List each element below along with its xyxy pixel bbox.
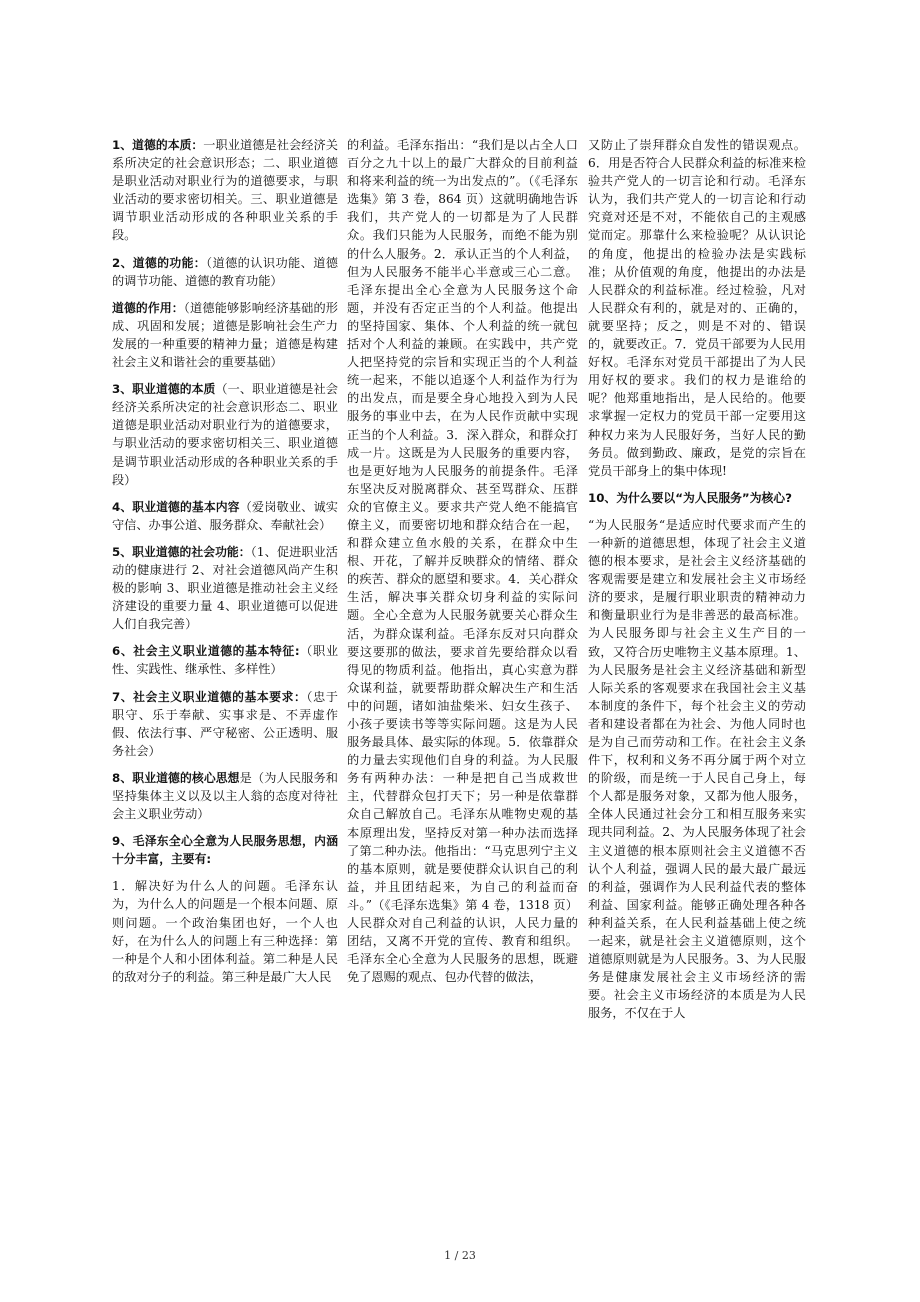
para-body: （爱岗敬业、诚实守信、办事公道、服务群众、奉献社会）	[112, 499, 338, 532]
heading: 9、毛泽东全心全意为人民服务思想，内涵十分丰富，主要有:	[112, 834, 338, 867]
para-10	[112, 832, 338, 868]
heading: 10、为什么要以“为人民服务”为核心?	[588, 490, 792, 505]
heading: 2、道德的功能：	[112, 255, 207, 270]
para-body: 又防止了崇拜群众自发性的错误观点。6．用是否符合人民群众利益的标准来检验共产党人的一切言论和行动。毛泽东认为，我们共产党人的一切言论和行动究竟对还是不对，不能依自己的主观感觉而定。那靠什么来检验呢？从认识论的角度，他提出的检验办法是实践标准；从价值观的角度，他提出的办法是人民群众的利益标准。经过检验，凡对人民群众有利的，就是对的、正确的，就要坚持；反之，则是不对的、错误的，就要改正。7．党员干部要为人民用好权。毛泽东对党员干部提出了为人民用好权的要求。我们的权力是谁给的呢？他郑重地指出，是人民给的。他要求掌握一定权力的党员干部一定要用这种权力来为人民服好务，当好人民的勤务员。做到勤政、廉政，是党的宗旨在党员干部身上的集中体现!	[588, 138, 806, 478]
para-2	[112, 254, 338, 290]
heading: 8、职业道德的核心思想	[112, 770, 240, 785]
para-body: 1．解决好为什么人的问题。毛泽东认为，为什么人的问题是一个根本问题、原则问题。一个政治集团也好，一个人也好，在为什么人的问题上有三种选择：第一种是个人和小团体利益。第二种是人民的敌对分子的利益。第三种是最广大人民	[112, 879, 338, 984]
para-continued: 的利益。毛泽东指出：“我们是以占全人口百分之九十以上的最广大群众的目前利益和将来利益的统一为出发点的”。（《毛泽东选集》第 3 卷，864 页）这就明确地告诉我们，共产党人的一切都是为了人民群众。我们只能为人民服务，而绝不能为别的什么人服务。2．承认正当的个人利益，但为人民服务不能半心半意或三心二意。毛泽东提出全心全意为人民服务这个命题，并没有否定正当的个人利益。他提出的坚持国家、集体、个人利益的统一就包括对个人利益的兼顾。在实践中，共产党人把坚持党的宗旨和实现正当的个人利益统一起来，不能以追逐个人利益作为行为的出发点，而是要全身心地投入到为人民服务的事业中去，在为人民作贡献中实现正当的个人利益。3．深入群众，和群众打成一片。这既是为人民服务的重要内容，也是更好地为人民服务的前提条件。毛泽东坚决反对脱离群众、甚至骂群众、压群众的官僚主义。要求共产党人绝不能搞官僚主义，而要密切地和群众结合在一起，和群众建立鱼水般的关系，在群众中生根、开花，了解并反映群众的情绪、群众的疾苦、群众的愿望和要求。4．关心群众生活，解决事关群众切身利益的实际问题。全心全意为人民服务就要关心群众生活，为群众谋利益。毛泽东反对只向群众要这要那的做法，要求首先要给群众以看得见的物质利益。他指出，真心实意为群众谋利益，就要帮助群众解决生产和生活中的问题，诸如油盐柴米、妇女生孩子、小孩子要读书等等实际问题。这是为人民服务最具体、最实际的体现。5．依靠群众的力量去实现他们自身的利益。为人民服务有两种办法：一种是把自己当成救世主，代替群众包打天下；另一种是依靠群众自己解放自己。毛泽东从唯物史观的基本原理出发，坚持反对第一种办法而选择了第二种办法。他指出：“马克思列宁主义的基本原则，就是要使群众认识自己的利益，并且团结起来，为自己的利益而奋斗。”（《毛泽东选集》第 4 卷，1318 页）人民群众对自己利益的认识，人民力量的团结，又离不开党的宣传、教育和组织。毛泽东全心全意为人民服务的思想，既避免了恩赐的观点、包办代替的做法，	[347, 138, 578, 985]
para-body: （职业性、实践性、继承性、多样性）	[112, 644, 339, 677]
para-11	[112, 877, 338, 986]
heading: 5、职业道德的社会功能：	[112, 544, 251, 559]
column-middle	[347, 136, 578, 995]
para-body: （忠于职守、乐于奉献、实事求是、不弄虚作假、依法行事、严守秘密、公正透明、服务社会）	[112, 689, 338, 758]
para-body: （道德能够影响经济基础的形成、巩固和发展；道德是影响社会生产力发展的一种重要的精神力量；道德是构建社会主义和谐社会的重要基础）	[112, 300, 338, 370]
para-body: （一、职业道德是社会经济关系所决定的社会意识形态二、职业道德是职业活动对职业行为的道德要求，与职业活动的要求密切相关三、职业道德是调节职业活动形成的各种职业关系的手段）	[112, 382, 338, 487]
para-6	[112, 543, 338, 633]
para-body: 一职业道德是社会经济关系所决定的社会意识形态；二、职业道德是职业活动对职业行为的道德要求，与职业活动的要求密切相关。三、职业道德是调节职业活动形成的各种职业关系的手段。	[112, 138, 338, 243]
column-left	[112, 136, 338, 995]
heading: 6、社会主义职业道德的基本特征:	[112, 644, 300, 659]
para-10-body	[588, 516, 806, 1023]
para-4	[112, 380, 338, 489]
para-10-heading	[588, 489, 806, 507]
para-9	[112, 769, 338, 823]
column-right	[588, 136, 806, 1032]
para-body: 是（为人民服务和坚持集体主义以及以主人翁的态度对待社会主义职业劳动）	[112, 770, 338, 822]
para-continued	[588, 136, 806, 480]
para-5	[112, 498, 338, 534]
para-body: “为人民服务“是适应时代要求而产生的一种新的道德思想，体现了社会主义道德的根本要求，是社会主义经济基础的客观需要是建立和发展社会主义市场经济的要求，是履行职业职责的精神动力和衡量职业行为是非善恶的最高标准。为人民服务即与社会主义生产目的一致，又符合历史唯物主义基本原理。1、为人民服务是社会主义经济基础和新型人际关系的客观要求在我国社会主义基本制度的条件下，每个社会主义的劳动者和建设者都在为社会、为他人同时也是为自己而劳动和工作。在社会主义条件下，权利和义务不再分属于两个对立的阶级，而是统一于人民自己身上，每个人都是服务对象，又都为他人服务，全体人民通过社会分工和相互服务来实现共同利益。2、为人民服务体现了社会主义道德的根本原则社会主义道德不否认个人利益，强调人民的最大最广最远的利益，强调作为人民利益代表的整体利益、国家利益。能够正确处理各种各种利益关系，在人民利益基础上使之统一起来，就是社会主义道德原则，这个道德原则就是为人民服务。3、为人民服务是健康发展社会主义市场经济的需要。社会主义市场经济的本质是为人民服务，不仅在于人	[588, 517, 806, 1021]
para-8	[112, 688, 338, 760]
page-number: 1 / 23	[444, 1249, 476, 1262]
para-7	[112, 642, 338, 678]
heading: 4、职业道德的基本内容	[112, 499, 240, 514]
heading: 道德的作用：	[112, 300, 184, 315]
heading: 7、社会主义职业道德的基本要求：	[112, 689, 307, 704]
para-body: （道德的认识功能、道德的调节功能、道德的教育功能）	[112, 255, 338, 288]
heading: 1、道德的本质：	[112, 138, 204, 152]
heading: 3、职业道德的本质	[112, 382, 216, 397]
para-body: （1、促进职业活动的健康进行 2、对社会道德风尚产生积极的影响 3、职业道德是推动社会主义经济建设的重要力量 4、职业道德可以促进人们自我完善）	[112, 544, 338, 632]
para-1	[112, 136, 338, 245]
para-3	[112, 299, 338, 371]
